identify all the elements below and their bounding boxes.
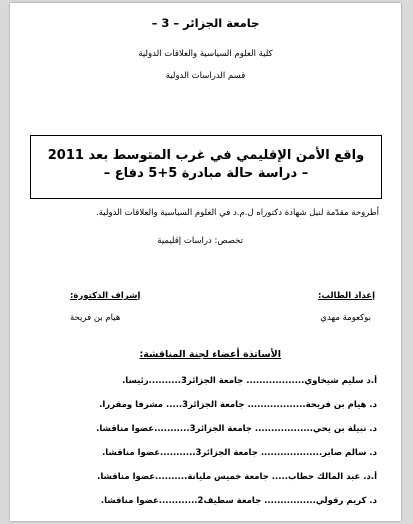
specialization: تخصص: دراسات إقليمية [157, 236, 243, 246]
thesis-statement: أطروحة مقدّمة لنيل شهادة دكتوراه ل.م.د في العلوم السياسية والعلاقات الدولية. [96, 208, 379, 218]
committee-member: د. سالم صابر................... جامعة الجزائر3...........عضوا مناقشا. [102, 448, 377, 458]
committee-member: د. هيام بن فريحة.................. جامعة الجزائر3..... مشرفا ومقررا. [99, 400, 377, 410]
university-name: جامعة الجزائر – 3 – [151, 16, 260, 30]
thesis-title-line1: واقع الأمن الإقليمي في غرب المتوسط بعد 2011 [47, 148, 365, 163]
student-label: إعداد الطالب: [317, 291, 375, 301]
document-page [10, 3, 401, 521]
supervisor-name: هيام بن فريحة [70, 313, 121, 323]
student-name: بوكعومة مهدي [320, 313, 371, 323]
committee-member: أ.د سليم شيخاوي.................. جامعة الجزائر3..........رئيسا. [122, 376, 377, 386]
supervisor-label: إشراف الدكتورة: [70, 291, 141, 301]
faculty-name: كلية العلوم السياسية والعلاقات الدولية [138, 49, 273, 59]
thesis-title-box [30, 135, 382, 199]
thesis-title-line2: – دراسة حالة مبادرة 5+5 دفاع – [103, 166, 309, 181]
department-name: قسم الدراسات الدولية [165, 71, 246, 81]
committee-member: أ.د. عبد المالك حطاب..... جامعة خميس مليانة..........عضوا مناقشا. [97, 472, 377, 482]
committee-title: الأساتذة أعضاء لجنة المناقشة: [139, 349, 281, 360]
committee-member: د. نبيلة بن يحي.................. جامعة الجزائر3...........عضوا مناقشا. [96, 424, 377, 434]
committee-member: د. كريم رقولي................ جامعة سطيف2............عضوا مناقشا. [100, 496, 377, 506]
